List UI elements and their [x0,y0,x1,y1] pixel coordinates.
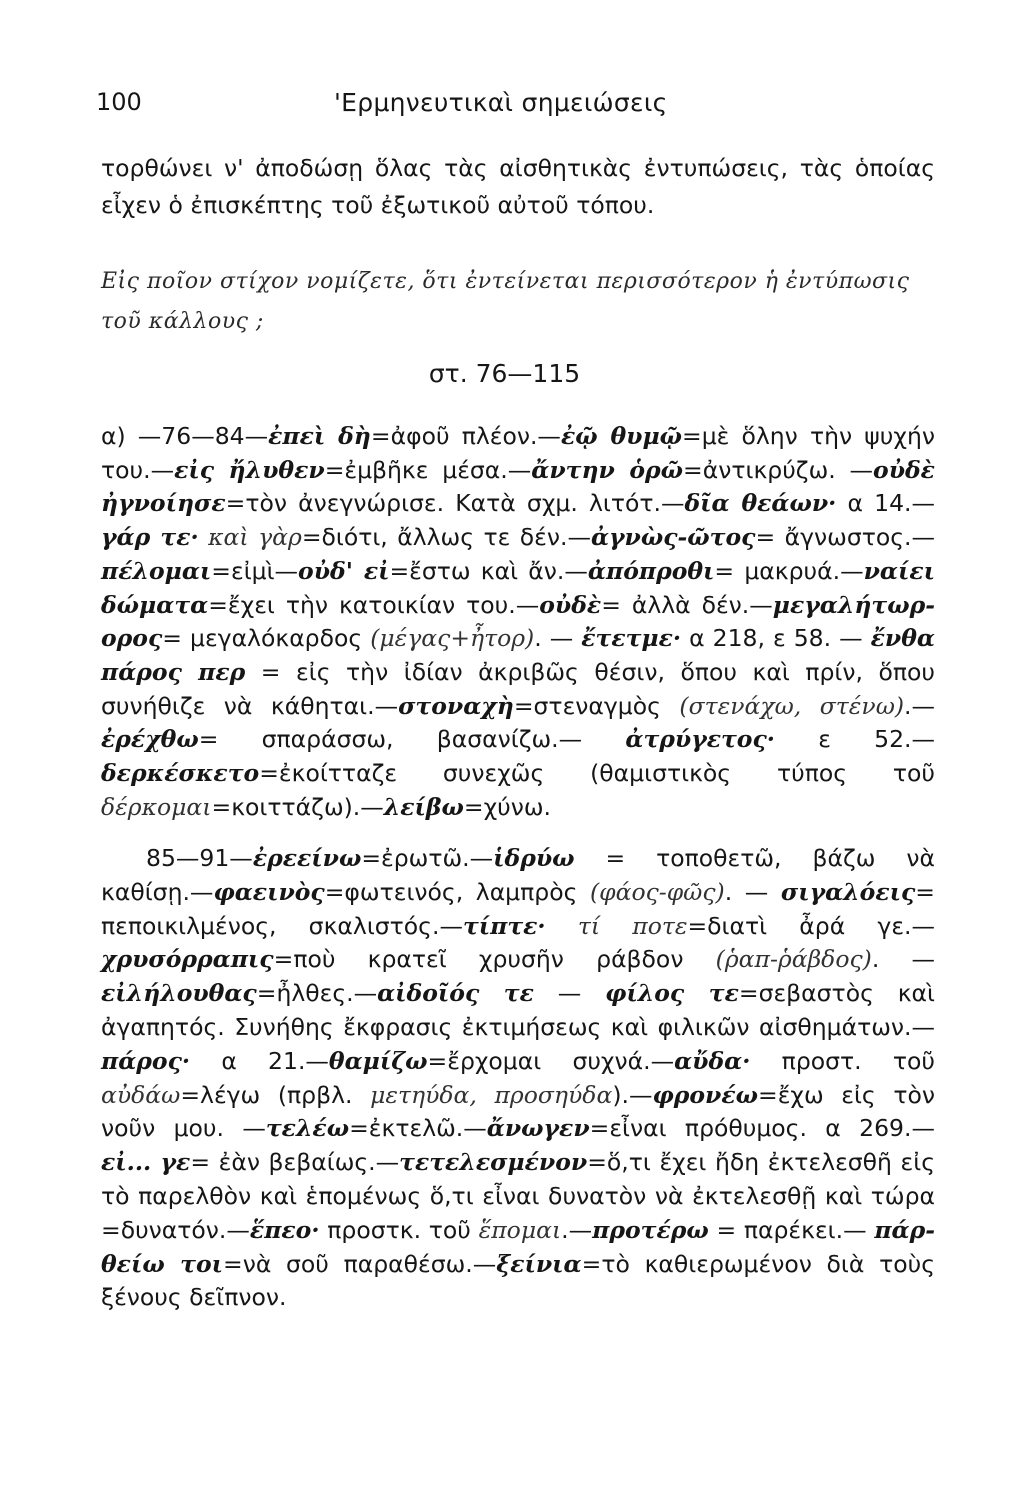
gloss-text: =ποὺ κρατεῖ χρυσῆν ράβδον [273,945,716,974]
gloss-text: = σπαράσσω, βασανίζω.— [198,725,626,754]
gloss-text: .— [904,691,936,720]
headword: ἐῷ θυμῷ [560,422,683,450]
gloss-text: . — [534,624,582,653]
headword: οὐδὲ [539,590,602,619]
headword: ἔνθα πάρος περ [101,624,935,686]
gloss-text: =στεναγμὸς [513,691,680,720]
gloss-text: = μεγαλόκαρδος [162,624,371,653]
gloss-text: α 218, ε 58. — [681,624,871,653]
gloss-text: =ἔχει τὴν κατοικίαν του.— [208,590,540,619]
headword: πάρος· [101,1046,191,1075]
gloss-text: α) —76—84— [101,422,269,450]
gloss-text: προστκ. τοῦ [319,1215,479,1244]
headword: θαμίζω [328,1046,428,1075]
notes-a-text [101,420,935,824]
gloss-text: =μὲ ὅλην τὴν ψυχήν του.— [101,422,935,484]
headword: ἔτετμε· [581,624,682,653]
headword: πάρ-θείω τοι [101,1215,935,1278]
italic-reference: (μέγας+ἦτορ) [370,624,535,653]
headword: τελέω [265,1114,350,1143]
gloss-text: =κοιττάζω).— [211,792,384,821]
headword: ναίει δώματα [101,556,936,619]
italic-reference: καὶ γὰρ [198,523,302,552]
section-heading: στ. 76—115 [428,359,581,388]
headword: φρονέω [652,1080,758,1109]
gloss-text: =ἦλθες.— [256,979,378,1008]
gloss-text: α 14.— [836,489,936,518]
headword: ἐπεὶ δὴ [268,422,371,450]
gloss-text: ε 52.— [774,725,935,754]
headword: ἀγνὼς-ῶτος [590,523,756,552]
headword: ἄντην ὁρῶ [531,455,684,484]
headword: φαεινὸς [213,877,325,906]
gloss-text: =εἰμὶ— [211,556,299,585]
gloss-text: = ἄγνωστος.— [755,523,935,552]
gloss-text: . — [724,877,781,906]
gloss-text: =λέγω (πρβλ. [180,1080,371,1109]
gloss-text: =ἐκτελῶ.— [349,1114,487,1143]
gloss-text: = παρέκει.— [708,1215,875,1244]
gloss-text: .— [561,1215,593,1244]
gloss-text: =διατὶ ἆρά γε.— [687,911,936,940]
headword: ἀτρύγετος· [625,725,775,754]
headword: εἰλήλουθας [101,979,257,1008]
headword: τετελεσμένον [399,1148,588,1177]
headword: αἰδοῖός τε [377,979,534,1008]
gloss-text: =τὸν ἀνεγνώρισε. Κατὰ σχμ. λιτότ.— [225,489,685,518]
gloss-text: = ἀλλὰ δέν.— [601,590,773,619]
running-title: 'Ερμηνευτικαὶ σημειώσεις [334,88,668,117]
headword: φίλος τε [605,979,739,1008]
headword: χρυσόρραπις [101,945,274,974]
headword: σιγαλόεις [780,877,916,906]
gloss-text: = εἰς τὴν ἰδίαν ἀκριβῶς θέσιν, ὅπου καὶ πρίν, ὅπου συνήθιζε νὰ κάθηται.— [101,657,935,720]
italic-reference: (στενάχω, στένω) [679,691,905,720]
italic-reference: αὐδάω [101,1080,181,1109]
headword: μεγαλήτωρ-ορος [101,590,935,653]
gloss-text: = ἐὰν βεβαίως.— [190,1148,400,1177]
headword: γάρ τε· [101,523,199,552]
headword: ἀπόπροθι [587,556,715,585]
headword: ξείνια [496,1249,582,1278]
page-number: 100 [96,88,142,116]
gloss-text: =νὰ σοῦ παραθέσω.— [223,1249,497,1278]
italic-reference: μετηύδα, προσηύδα [370,1080,613,1109]
gloss-text: =ἔρχομαι συχνά.— [427,1046,675,1075]
italic-reference: δέρκομαι [101,792,212,821]
headword: προτέρω [592,1215,709,1244]
gloss-text: =ἔχω εἰς τὸν νοῦν μου. — [101,1080,936,1143]
gloss-text: . — [871,945,935,974]
headword: τίπτε· [462,911,546,940]
gloss-text: =ἔστω καὶ ἄν.— [389,556,588,585]
headword: ἄνωγεν [486,1114,590,1143]
gloss-text: = πεποικιλμένος, σκαλιστός.— [101,877,935,940]
gloss-text: =ὅ,τι ἔχει ἤδη ἐκτελεσθῆ εἰς τὸ παρελθὸν καὶ ἑπομένως ὅ,τι εἶναι δυνατὸν νὰ ἐκτελεσθῇ καὶ τώρα =δυνατόν.— [101,1148,935,1244]
notes-paragraph-b [101,842,935,1315]
gloss-text: = τοποθετῶ, βάζω νὰ καθίσῃ.— [101,844,935,906]
italic-reference: ἕπομαι [478,1215,562,1244]
headword: εἰς ἤλυθεν [174,455,325,484]
headword: δερκέσκετο [101,759,260,788]
question-paragraph: Εἰς ποῖον στίχον νομίζετε, ὅτι ἐντείνεται περισσότερον ἡ ἐντύπωσις τοῦ κάλλους ; [101,269,910,334]
headword: ἕπεο· [249,1215,320,1244]
notes-paragraph-a [101,420,935,824]
gloss-text: =διότι, ἄλλως τε δέν.— [301,523,591,552]
gloss-text: =σεβαστὸς καὶ ἀγαπητός. Συνήθης ἔκφρασις ἐκτιμήσεως καὶ φιλικῶν αἰσθημάτων.— [101,979,935,1041]
gloss-text: =τὸ καθιερωμένον διὰ τοὺς ξένους δεῖπνον. [101,1249,935,1312]
headword: ἐρέχθω [101,725,199,754]
gloss-text: α 21.— [190,1046,329,1075]
gloss-text: = μακρυά.— [714,556,864,585]
gloss-text: προστ. τοῦ [750,1046,935,1075]
gloss-text: =ἀφοῦ πλέον.— [370,422,561,450]
gloss-text: =ἐμβῆκε μέσα.— [324,455,532,484]
page-header [96,88,936,128]
headword: ἱδρύω [493,844,575,872]
gloss-text: ).— [612,1080,653,1109]
italic-reference: (ῥαπ-ῥάβδος) [715,945,872,974]
headword: αὔδα· [674,1046,751,1075]
gloss-text: =φωτεινός, λαμπρὸς [324,877,590,906]
italic-reference: τί ποτε [545,911,688,940]
gloss-text: =ἀντικρύζω. — [683,455,874,484]
headword: ἐρεείνω [252,844,362,872]
headword: λείβω [383,792,464,821]
headword: πέλομαι [101,556,212,585]
gloss-text: =ἐκοίτταζε συνεχῶς (θαμιστικὸς τύπος τοῦ [259,759,935,788]
gloss-text: — [533,979,606,1008]
intro-paragraph: τορθώνει ν' ἀποδώσῃ ὅλας τὰς αἰσθητικὰς ἐντυπώσεις, τὰς ὁποίας εἶχεν ὁ ἐπισκέπτης τοῦ ἐξωτικοῦ αὐτοῦ τόπου. [101,154,935,219]
gloss-text: 85—91— [146,844,253,872]
gloss-text: =εἶναι πρόθυμος. α 269.— [589,1114,935,1143]
headword: οὐδ' εἰ [298,556,390,585]
headword: δῖα θεάων· [684,489,837,518]
headword: εἰ... γε [101,1148,191,1177]
gloss-text: =ἐρωτῶ.— [361,844,494,872]
gloss-text: =χύνω. [463,792,552,821]
headword: στοναχὴ [398,691,514,720]
italic-reference: (φάος-φῶς) [589,877,725,906]
notes-b-text [101,842,935,1315]
headword: οὐδὲ ἠγνοίησε [101,455,935,518]
